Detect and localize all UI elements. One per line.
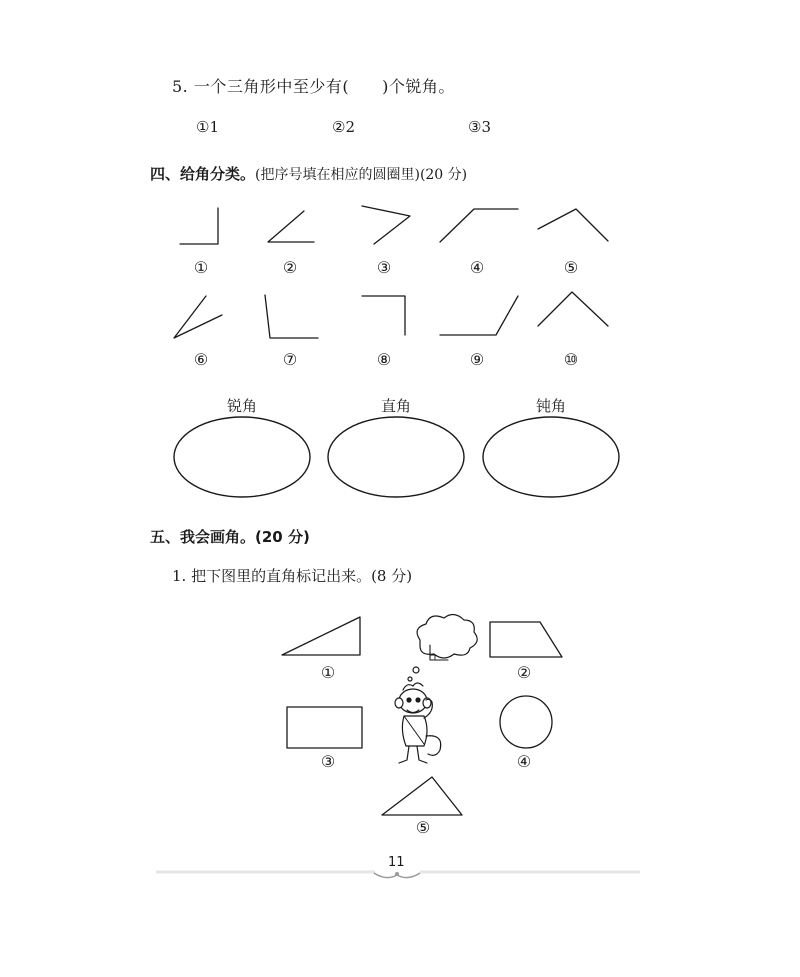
angle-8 <box>362 296 405 335</box>
shape-label-5: ⑤ <box>415 818 431 837</box>
angle-label-3: ③ <box>376 258 392 277</box>
section-4-title: 四、给角分类。 <box>150 165 256 183</box>
section-4-note: (把序号填在相应的圆圈里)(20 分) <box>255 167 468 183</box>
angle-2 <box>268 211 314 242</box>
shape-1-right-triangle <box>282 617 360 655</box>
angle-label-10: ⑩ <box>563 350 579 369</box>
page-number: 11 <box>388 855 405 870</box>
angle-label-5: ⑤ <box>563 258 579 277</box>
option-2[interactable]: ②2 <box>332 118 355 136</box>
footer-divider <box>156 872 640 878</box>
angle-5 <box>538 209 608 241</box>
shape-label-3: ③ <box>320 752 336 771</box>
category-right: 直角 <box>380 397 411 415</box>
shape-label-2: ② <box>516 663 532 682</box>
acute-ellipse <box>174 417 310 497</box>
angle-4 <box>440 209 518 242</box>
angle-9 <box>440 296 518 335</box>
shape-2-trapezoid <box>490 622 562 657</box>
option-3[interactable]: ③3 <box>468 118 491 136</box>
category-obtuse: 钝角 <box>535 397 566 415</box>
obtuse-ellipse <box>483 417 619 497</box>
angle-label-9: ⑨ <box>469 350 485 369</box>
section-5-title: 五、我会画角。(20 分) <box>150 528 310 546</box>
angle-label-7: ⑦ <box>282 350 298 369</box>
angle-label-1: ① <box>193 258 209 277</box>
angle-10 <box>538 292 608 326</box>
angle-label-4: ④ <box>469 258 485 277</box>
angle-6 <box>174 296 222 338</box>
option-1[interactable]: ①1 <box>196 118 219 136</box>
shape-5-triangle <box>382 777 462 815</box>
angle-7 <box>265 295 318 338</box>
shape-4-circle <box>500 696 552 748</box>
section-5-sub-1: 1. 把下图里的直角标记出来。(8 分) <box>172 567 413 585</box>
angle-3 <box>362 206 410 244</box>
right-ellipse <box>328 417 464 497</box>
shape-label-4: ④ <box>516 752 532 771</box>
angle-1 <box>180 208 218 244</box>
angle-label-8: ⑧ <box>376 350 392 369</box>
angle-label-6: ⑥ <box>193 350 209 369</box>
question-5-text: 5. 一个三角形中至少有( )个锐角。 <box>172 77 455 96</box>
shape-3-rectangle <box>287 707 362 748</box>
shape-label-1: ① <box>320 663 336 682</box>
angle-label-2: ② <box>282 258 298 277</box>
monkey-illustration <box>395 614 477 763</box>
category-acute: 锐角 <box>226 397 257 415</box>
